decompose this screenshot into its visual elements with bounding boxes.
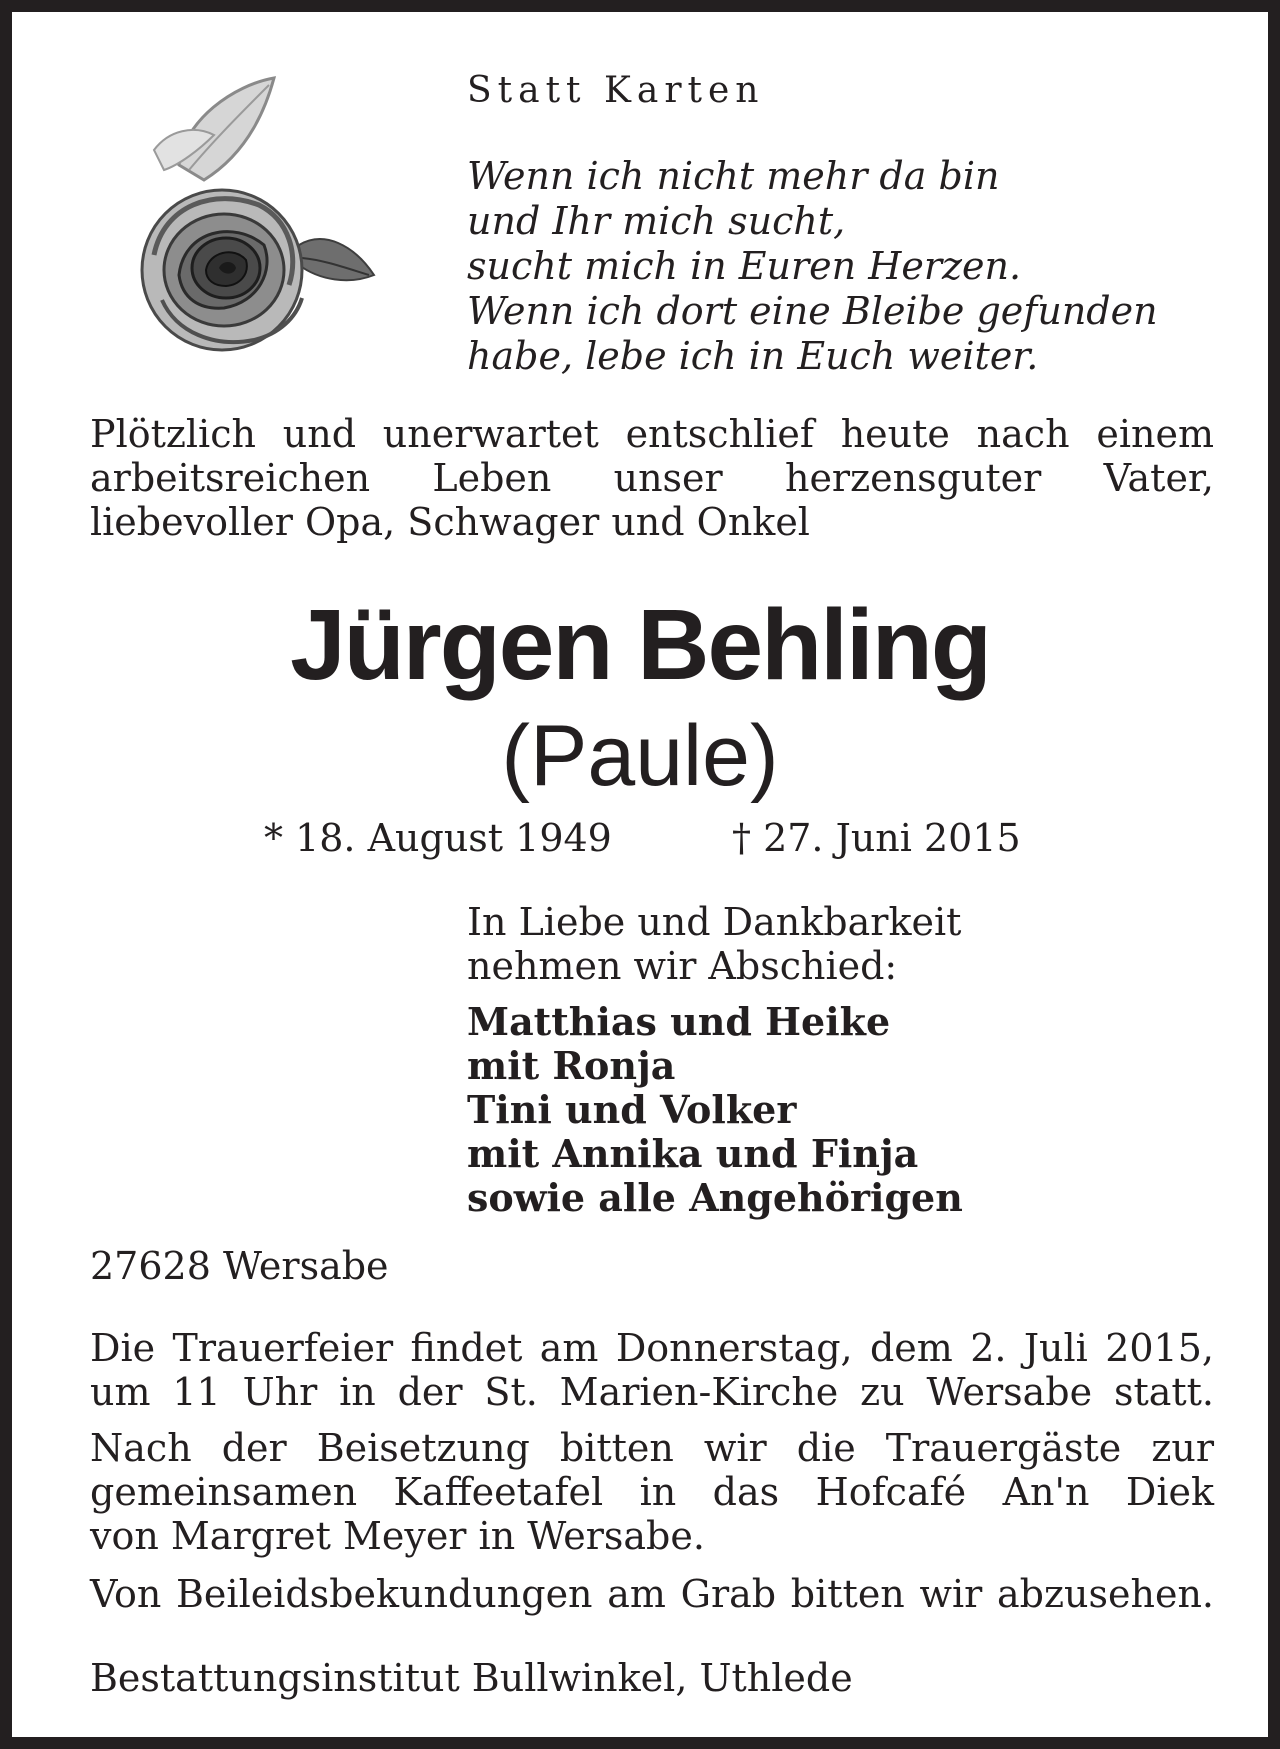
rose-icon [84,70,384,370]
poem-line: und Ihr mich sucht, [467,199,846,243]
intro-paragraph [90,412,1214,544]
mourners-list [467,1000,963,1220]
farewell-line: nehmen wir Abschied: [467,944,898,988]
notice-header: Statt Karten [467,70,765,111]
farewell-line: In Liebe und Dankbarkeit [467,900,962,944]
deceased-nickname: (Paule) [501,708,779,804]
intro-line: arbeitsreichen Leben unser herzensguter Vater, [90,456,1214,500]
place: 27628 Wersabe [90,1244,389,1288]
condolence-note [90,1572,1214,1616]
mourner-line: Tini und Volker [467,1087,797,1132]
ceremony-line: um 11 Uhr in der St. Marien-Kirche zu Wersabe statt. [90,1370,1214,1414]
poem-line: habe, lebe ich in Euch weiter. [467,334,1039,378]
mourner-line: sowie alle Angehörigen [467,1175,963,1220]
poem-line: Wenn ich nicht mehr da bin [467,154,1000,198]
reception-line: Nach der Beisetzung bitten wir die Trauergäste zur [90,1426,1214,1470]
poem-line: Wenn ich dort eine Bleibe gefunden [467,289,1158,333]
intro-line: Plötzlich und unerwartet entschlief heute nach einem [90,412,1214,456]
mourner-line: mit Annika und Finja [467,1131,919,1176]
farewell-text [467,900,961,988]
reception-paragraph [90,1426,1214,1558]
death-date: † 27. Juni 2015 [732,816,1021,860]
birth-date: * 18. August 1949 [264,816,612,860]
poem [467,154,1227,379]
ceremony-line: Die Trauerfeier findet am Donnerstag, dem 2. Juli 2015, [90,1326,1214,1370]
undertaker: Bestattungsinstitut Bullwinkel, Uthlede [90,1656,853,1700]
intro-line: liebevoller Opa, Schwager und Onkel [90,500,810,544]
ceremony-paragraph [90,1326,1214,1414]
condolence-line: Von Beileidsbekundungen am Grab bitten wir abzusehen. [90,1572,1214,1616]
mourner-line: mit Ronja [467,1043,676,1088]
reception-line: gemeinsamen Kaffeetafel in das Hofcafé An'n Diek [90,1470,1214,1514]
reception-line: von Margret Meyer in Wersabe. [90,1514,705,1558]
poem-line: sucht mich in Euren Herzen. [467,244,1022,288]
mourner-line: Matthias und Heike [467,999,891,1044]
deceased-name: Jürgen Behling [290,589,990,701]
